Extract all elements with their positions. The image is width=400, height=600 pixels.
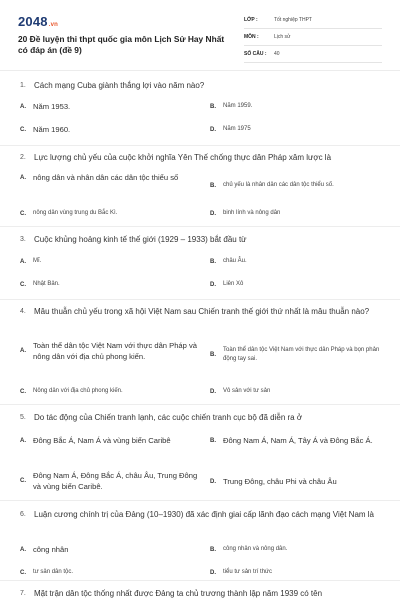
meta-label: MÔN : [244,34,259,40]
meta-label: SỐ CÂU : [244,51,267,57]
page-title: 20 Đề luyện thi thpt quốc gia môn Lịch Sử Hay Nhất có đáp án (đề 9) [18,34,225,55]
option-letter: C. [20,388,26,395]
option-b[interactable] [210,257,380,266]
option-text: nông dân và nhân dân các dân tộc thiểu số [33,173,179,182]
meta-value[interactable]: Lịch sử [274,34,291,40]
option-text: công nhân [33,545,69,554]
option-letter: B. [210,103,216,110]
option-text: Đông Nam Á, Nam Á, Tây Á và Đông Bắc Á. [223,436,373,445]
option-d[interactable] [210,125,380,134]
question-divider [0,404,400,405]
option-text: Trung Đông, châu Phi và châu Âu [223,477,337,486]
option-text: Năm 1975 [223,126,251,132]
option-letter: A. [20,348,26,354]
question-1 [20,80,380,134]
option-text: Đông Bắc Á, Nam Á và vùng biển Caribê [33,436,171,445]
option-letter: C. [20,569,26,576]
option-b[interactable] [210,435,380,446]
option-text: Toàn thể dân tộc Việt Nam với thực dân Pháp và bọn phản động tay sai. [223,347,380,362]
option-b[interactable] [210,102,380,111]
header-divider [0,70,400,71]
logo-suffix: .vn [48,22,59,28]
option-d[interactable] [210,568,380,577]
site-logo[interactable] [18,14,58,29]
question-6 [20,509,380,576]
question-text [20,509,380,521]
option-a[interactable] [20,435,195,446]
question-prompt: Lực lượng chủ yếu của cuộc khởi nghĩa Yên Thế chống thực dân Pháp xâm lược là [34,153,332,162]
question-text [20,80,380,92]
meta-value: 40 [274,51,280,57]
option-text: Nông dân với địa chủ phong kiến. [33,388,123,394]
option-letter: B. [210,258,216,265]
question-text [20,306,380,318]
question-number: 7. [20,590,26,597]
option-c[interactable] [20,280,190,289]
option-letter: A. [20,546,26,553]
option-d[interactable] [210,280,380,289]
question-text [20,152,380,164]
option-a[interactable] [20,101,190,112]
question-divider [0,145,400,146]
option-a[interactable] [20,172,185,183]
option-letter: B. [210,437,216,444]
question-7 [20,588,380,600]
option-b[interactable] [210,181,380,190]
option-a[interactable] [20,257,190,266]
option-text: Toàn thể dân tộc Việt Nam với thực dân Pháp và nông dân với địa chủ phong kiến. [33,341,198,361]
option-text: chủ yếu là nhân dân các dân tộc thiểu số. [223,182,334,188]
option-letter: C. [20,126,26,133]
option-c[interactable] [20,470,200,492]
question-divider [0,580,400,581]
question-number: 4. [20,308,26,315]
header [18,12,382,72]
option-letter: A. [20,437,26,444]
option-text: Nhật Bản. [33,281,60,287]
option-text: tư sản dân tộc. [33,569,74,575]
question-prompt: Cách mạng Cuba giành thắng lợi vào năm nào? [34,81,205,90]
option-letter: B. [210,182,216,189]
option-letter: C. [20,478,26,484]
meta-row-count [244,49,382,63]
question-divider [0,500,400,501]
option-text: Năm 1953. [33,102,71,111]
option-letter: D. [210,388,216,395]
logo-main: 2048 [18,14,48,29]
question-text [20,588,380,600]
option-letter: D. [210,126,216,133]
question-text [20,412,380,424]
question-number: 3. [20,236,26,243]
question-number: 5. [20,414,26,421]
question-divider [0,226,400,227]
meta-label: LỚP : [244,17,258,23]
option-b[interactable] [210,346,380,364]
option-text: châu Âu. [223,258,247,264]
option-letter: B. [210,546,216,553]
option-letter: C. [20,281,26,288]
option-text: Năm 1960. [33,125,71,134]
option-letter: B. [210,352,216,358]
meta-value[interactable]: Tốt nghiệp THPT [274,17,312,23]
option-d[interactable] [210,387,380,396]
question-number: 2. [20,154,26,161]
question-prompt: Mâu thuẫn chủ yếu trong xã hội Việt Nam sau Chiến tranh thế giới thứ nhất là mâu thuẫn nào? [34,307,370,316]
option-letter: D. [210,210,216,217]
exam-meta [244,15,382,66]
question-5 [20,412,380,491]
option-c[interactable] [20,124,190,135]
option-a[interactable] [20,340,200,362]
question-3 [20,234,380,288]
question-2 [20,152,380,217]
option-letter: A. [20,103,26,110]
option-c[interactable] [20,387,190,396]
option-letter: D. [210,281,216,288]
option-d[interactable] [210,476,380,487]
option-letter: D. [210,478,216,485]
question-prompt: Do tác động của Chiến tranh lạnh, các cuộc chiến tranh cục bộ đã diễn ra ở [34,413,303,422]
meta-row-subject [244,32,382,46]
option-letter: A. [20,174,26,181]
question-number: 6. [20,511,26,518]
option-text: nông dân vùng trung du Bắc Kì. [33,210,118,216]
question-prompt: Luận cương chính trị của Đảng (10–1930) đã xác định giai cấp lãnh đạo cách mạng Việt Nam là [34,510,374,519]
option-letter: D. [210,569,216,576]
option-b[interactable] [210,545,380,554]
option-text: Liên Xô [223,281,244,287]
question-number: 1. [20,82,26,89]
option-text: Năm 1959. [223,103,253,109]
option-letter: A. [20,258,26,265]
option-a[interactable] [20,544,190,555]
option-c[interactable] [20,568,190,577]
option-d[interactable] [210,209,380,218]
option-text: binh lính và nông dân [223,210,281,216]
option-text: Vô sản với tư sản [223,388,271,394]
option-text: Mĩ. [33,258,42,264]
meta-row-class [244,15,382,29]
question-prompt: Cuộc khủng hoảng kinh tế thế giới (1929 – 1933) bắt đầu từ [34,235,247,244]
question-text [20,234,380,246]
question-prompt: Mặt trận dân tộc thống nhất được Đảng ta chủ trương thành lập năm 1939 có tên [34,589,323,598]
option-letter: C. [20,210,26,217]
option-text: công nhân và nông dân. [223,546,288,552]
question-divider [0,299,400,300]
question-4 [20,306,380,395]
option-text: tiểu tư sản trí thức [223,569,273,575]
option-c[interactable] [20,209,190,218]
option-text: Đông Nam Á, Đông Bắc Á, châu Âu, Trung Đông và vùng biển Caribê. [33,471,198,491]
